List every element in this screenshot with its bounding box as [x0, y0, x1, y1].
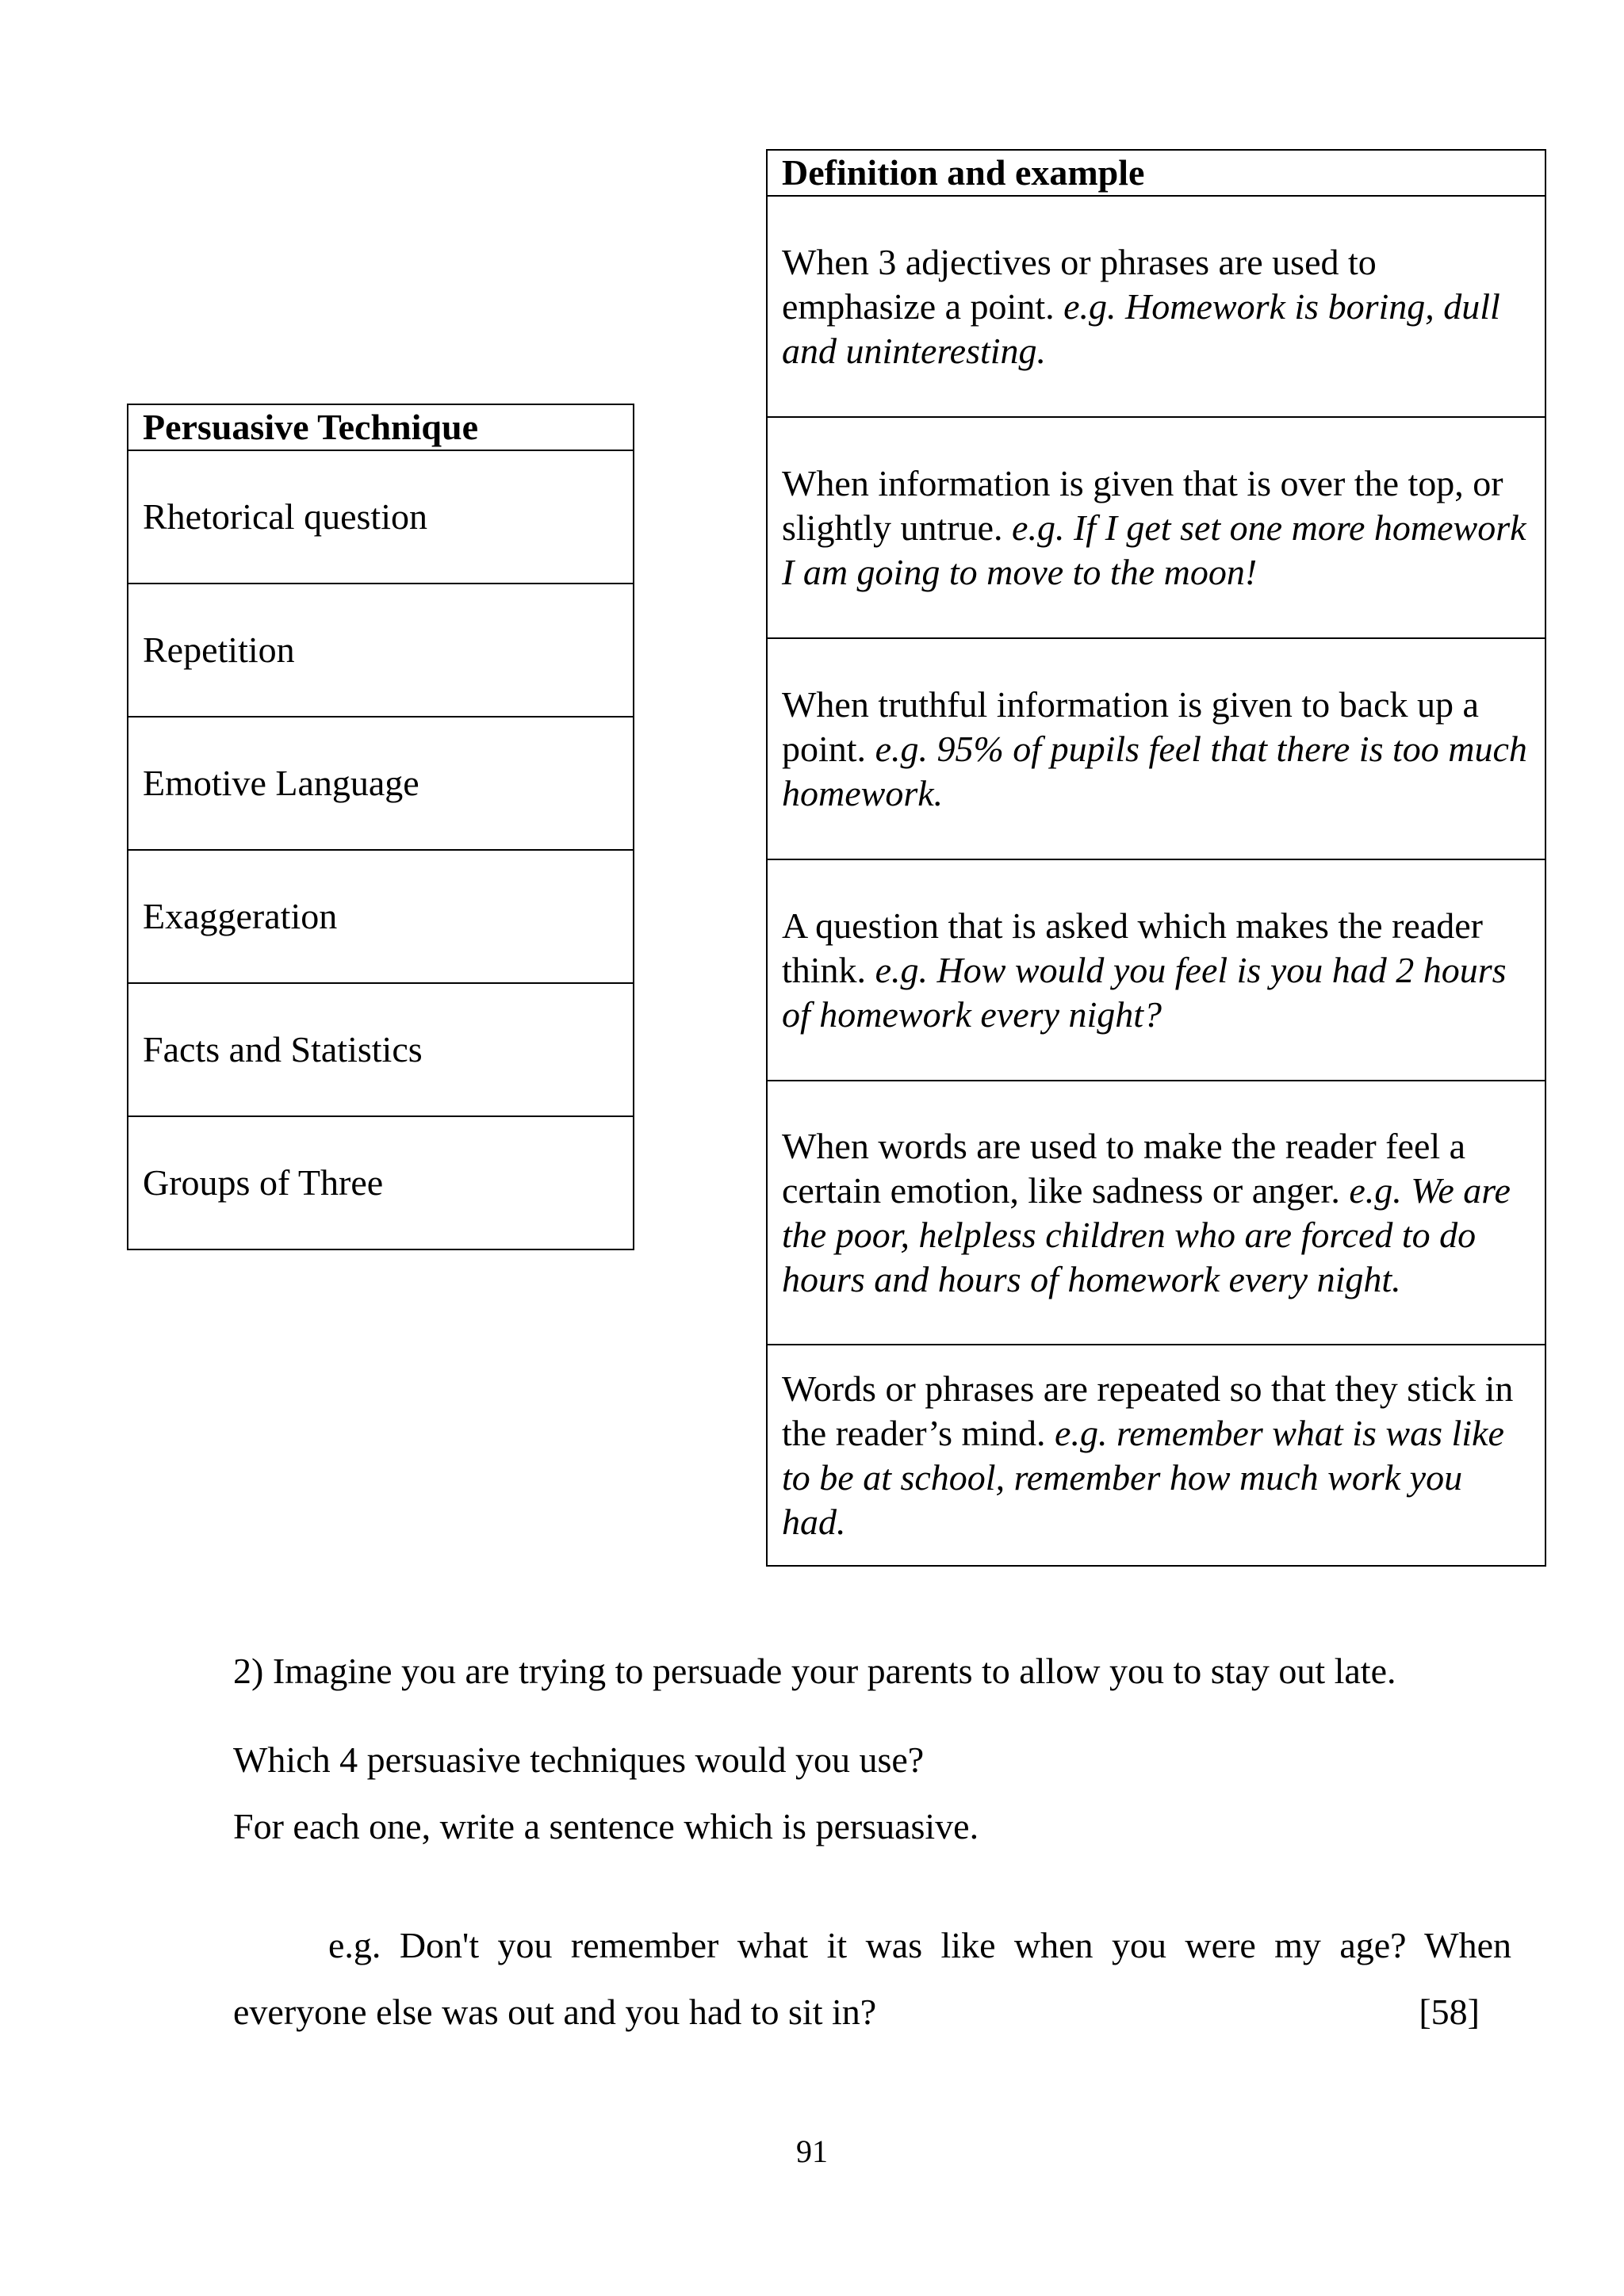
- question-prompt: 2) Imagine you are trying to persuade your parents to allow you to stay out late.: [233, 1651, 1396, 1691]
- definition-text: When truthful information is given to back up a point.: [782, 683, 1479, 769]
- definition-text: When 3 adjectives or phrases are used to emphasize a point.: [782, 241, 1377, 327]
- definition-text: When words are used to make the reader feel a certain emotion, like sadness or anger.: [782, 1125, 1466, 1211]
- definition-header: Definition and example: [767, 150, 1545, 196]
- definition-cell: [767, 196, 1545, 417]
- technique-cell: Repetition: [128, 584, 634, 717]
- definition-example: e.g. How would you feel is you had 2 hours of homework every night?: [782, 949, 1507, 1035]
- definition-table: [766, 149, 1546, 1567]
- definition-example: e.g. Homework is boring, dull and uninteresting.: [782, 285, 1500, 371]
- technique-header: Persuasive Technique: [128, 404, 634, 450]
- definition-text: When information is given that is over the top, or slightly untrue.: [782, 462, 1503, 548]
- question-which: Which 4 persuasive techniques would you use?: [233, 1739, 925, 1780]
- definition-example: e.g. remember what is was like to be at school, remember how much work you had.: [782, 1412, 1504, 1542]
- technique-cell: Facts and Statistics: [128, 983, 634, 1116]
- page-number: 91: [796, 2133, 828, 2169]
- example-line-2: [233, 1979, 1511, 2045]
- example-line-2-text: everyone else was out and you had to sit in?: [233, 1992, 877, 2032]
- technique-cell: Rhetorical question: [128, 450, 634, 584]
- definition-text: Words or phrases are repeated so that they stick in the reader’s mind.: [782, 1368, 1514, 1453]
- definition-example: e.g. 95% of pupils feel that there is too much homework.: [782, 728, 1527, 813]
- technique-table: [127, 404, 634, 1250]
- definition-cell: [767, 1081, 1545, 1345]
- definition-text: A question that is asked which makes the reader think.: [782, 905, 1483, 990]
- definition-cell: [767, 417, 1545, 638]
- technique-cell: Exaggeration: [128, 850, 634, 983]
- technique-cell: Groups of Three: [128, 1116, 634, 1249]
- definition-cell: [767, 1345, 1545, 1566]
- definition-cell: [767, 638, 1545, 859]
- marks-label: [58]: [1419, 1992, 1480, 2032]
- question-example: [233, 1912, 1511, 2045]
- definition-cell: [767, 859, 1545, 1081]
- definition-example: e.g. We are the poor, helpless children who are forced to do hours and hours of homework every night.: [782, 1169, 1511, 1299]
- technique-cell: Emotive Language: [128, 717, 634, 850]
- question-each: For each one, write a sentence which is persuasive.: [233, 1806, 979, 1846]
- definition-example: e.g. If I get set one more homework I am going to move to the moon!: [782, 507, 1526, 592]
- example-line-1: e.g. Don't you remember what it was like when you were my age? When: [328, 1925, 1511, 1965]
